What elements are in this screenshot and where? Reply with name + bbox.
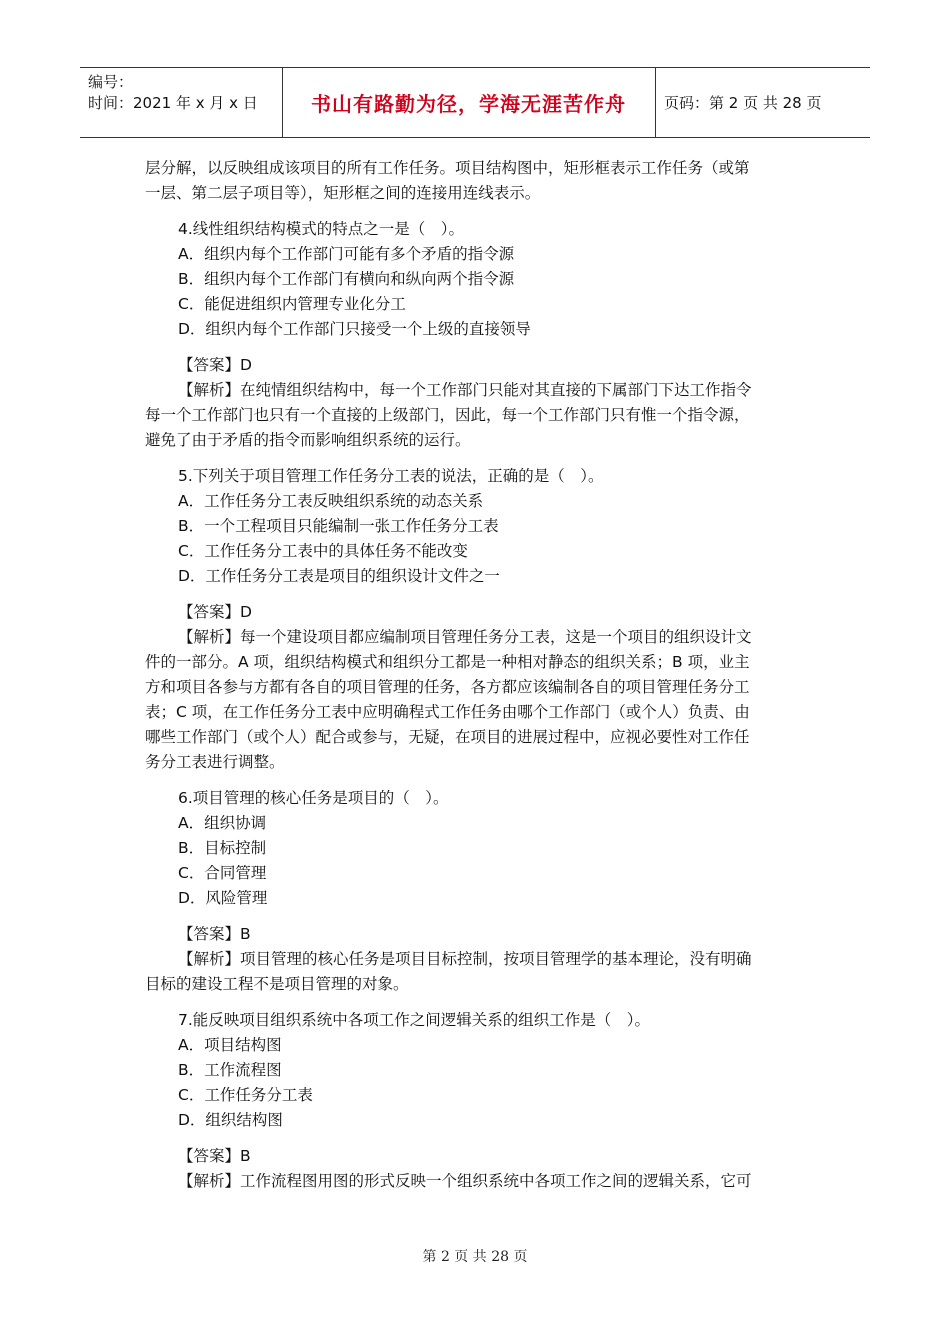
analysis-line: 表；C 项，在工作任务分工表中应明确程式工作任务由哪个工作部门（或个人）负责、由 — [145, 703, 750, 721]
question-6: 6.项目管理的核心任务是项目的（ ）。 — [178, 789, 449, 807]
option-a: A．组织内每个工作部门可能有多个矛盾的指令源 — [178, 245, 515, 263]
intro-line: 一层、第二层子项目等），矩形框之间的连接用连线表示。 — [145, 184, 541, 202]
option-c: C．合同管理 — [178, 864, 267, 882]
analysis-line: 【解析】在纯情组织结构中，每一个工作部门只能对其直接的下属部门下达工作指令 — [178, 381, 752, 399]
answer-5: 【答案】D — [178, 603, 252, 621]
analysis-line: 哪些工作部门（或个人）配合或参与，无疑，在项目的进展过程中，应视必要性对工作任 — [145, 728, 750, 746]
header-meta — [88, 72, 258, 114]
number-label: 编号： — [88, 73, 134, 91]
document-body — [145, 156, 815, 1194]
option-c: C．工作任务分工表 — [178, 1086, 313, 1104]
option-b: B．目标控制 — [178, 839, 267, 857]
intro-line: 层分解，以反映组成该项目的所有工作任务。项目结构图中，矩形框表示工作任务（或第 — [145, 159, 750, 177]
answer-4: 【答案】D — [178, 356, 252, 374]
analysis-line: 件的一部分。A 项，组织结构模式和组织分工都是一种相对静态的组织关系；B 项，业主 — [145, 653, 750, 671]
option-a: A．工作任务分工表反映组织系统的动态关系 — [178, 492, 484, 510]
option-d: D．工作任务分工表是项目的组织设计文件之一 — [178, 567, 500, 585]
question-7: 7.能反映项目组织系统中各项工作之间逻辑关系的组织工作是（ ）。 — [178, 1011, 651, 1029]
option-b: B．组织内每个工作部门有横向和纵向两个指令源 — [178, 270, 515, 288]
analysis-line: 目标的建设工程不是项目管理的对象。 — [145, 975, 409, 993]
option-d: D．组织内每个工作部门只接受一个上级的直接领导 — [178, 320, 531, 338]
analysis-line: 避免了由于矛盾的指令而影响组织系统的运行。 — [145, 431, 471, 449]
option-a: A．项目结构图 — [178, 1036, 282, 1054]
analysis-line: 务分工表进行调整。 — [145, 753, 285, 771]
option-c: C．能促进组织内管理专业化分工 — [178, 295, 406, 313]
answer-7: 【答案】B — [178, 1147, 251, 1165]
option-d: D．风险管理 — [178, 889, 268, 907]
option-b: B．工作流程图 — [178, 1061, 282, 1079]
question-4: 4.线性组织结构模式的特点之一是（ ）。 — [178, 220, 465, 238]
header-divider — [655, 68, 656, 137]
option-c: C．工作任务分工表中的具体任务不能改变 — [178, 542, 468, 560]
option-b: B．一个工程项目只能编制一张工作任务分工表 — [178, 517, 499, 535]
option-a: A．组织协调 — [178, 814, 267, 832]
analysis-line: 每一个工作部门也只有一个直接的上级部门，因此，每一个工作部门只有惟一个指令源， — [145, 406, 750, 424]
analysis-line: 【解析】工作流程图用图的形式反映一个组织系统中各项工作之间的逻辑关系，它可 — [178, 1172, 752, 1190]
analysis-line: 方和项目各参与方都有各自的项目管理的任务，各方都应该编制各自的项目管理任务分工 — [145, 678, 750, 696]
motto: 书山有路勤为径，学海无涯苦作舟 — [311, 92, 626, 116]
option-d: D．组织结构图 — [178, 1111, 283, 1129]
page-header — [80, 67, 870, 138]
page-info: 页码：第 2 页 共 28 页 — [664, 94, 822, 112]
analysis-line: 【解析】每一个建设项目都应编制项目管理任务分工表，这是一个项目的组织设计文 — [178, 628, 752, 646]
date-line: 时间：2021 年 x 月 x 日 — [88, 94, 258, 112]
page-footer: 第 2 页 共 28 页 — [422, 1249, 528, 1265]
question-5: 5.下列关于项目管理工作任务分工表的说法，正确的是（ ）。 — [178, 467, 604, 485]
analysis-line: 【解析】项目管理的核心任务是项目目标控制，按项目管理学的基本理论，没有明确 — [178, 950, 752, 968]
answer-6: 【答案】B — [178, 925, 251, 943]
